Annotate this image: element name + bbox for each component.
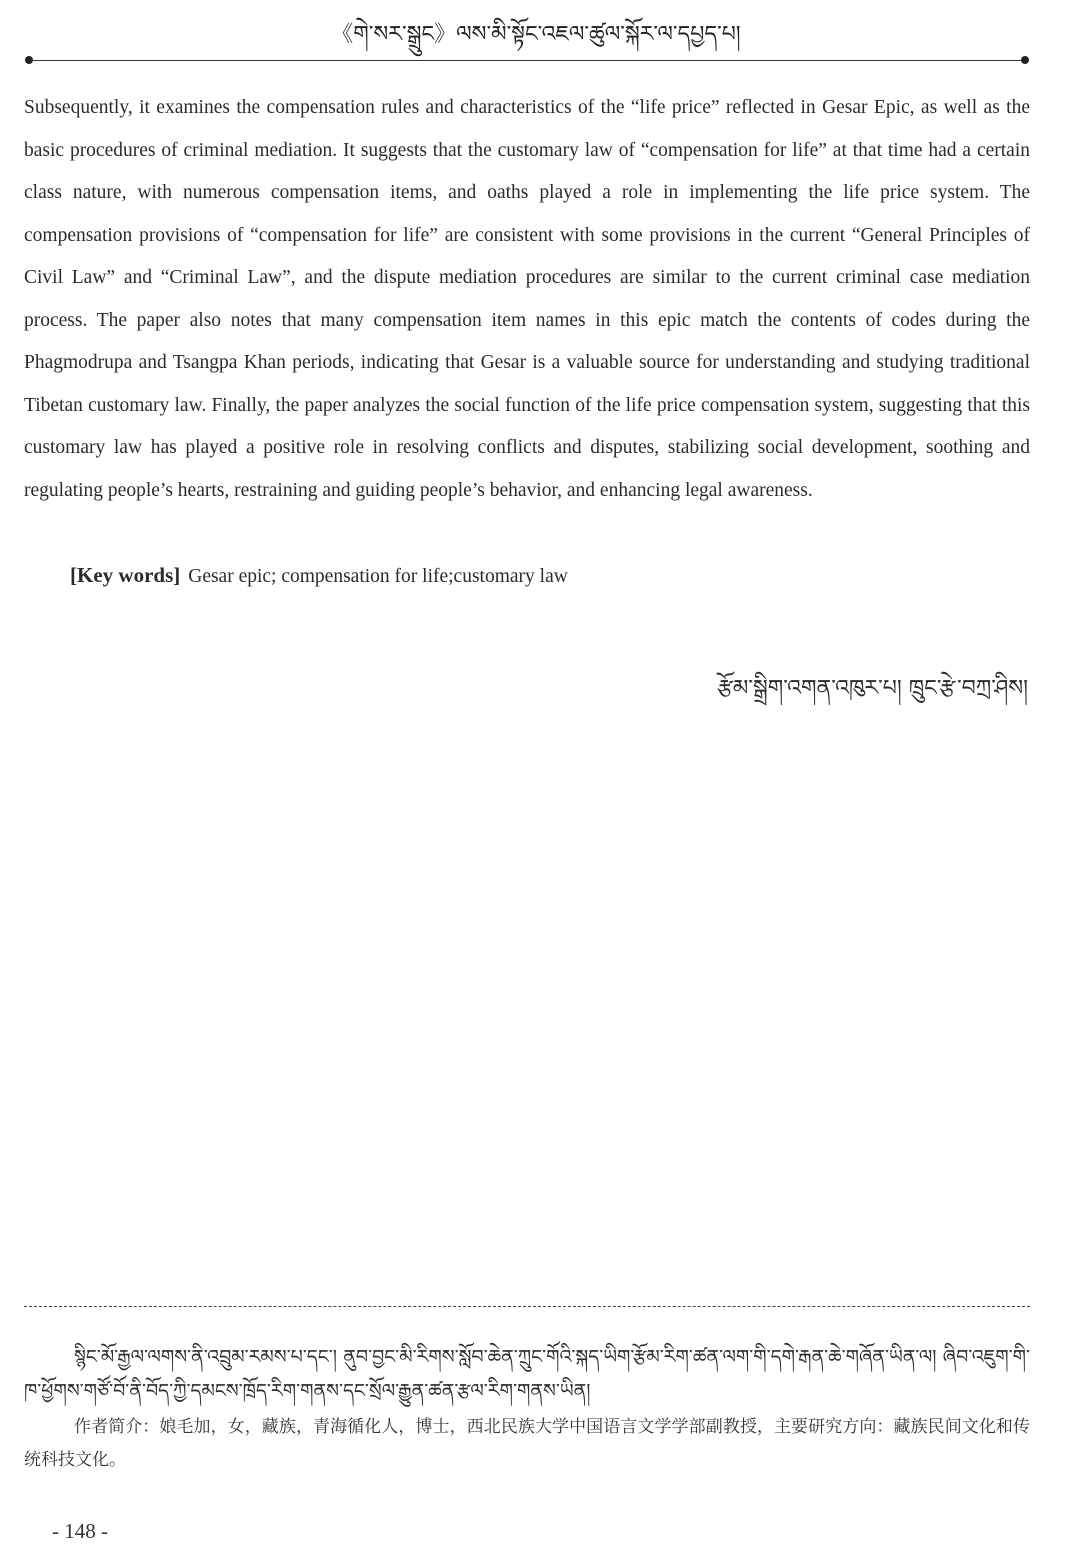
running-header: 《གེ་སར་སྒྲུང》ལས་མི་སྟོང་འཇལ་ཚུལ་སྐོར་ལ་དཔྱད་པ། [331, 22, 741, 47]
editor-credit: རྩོམ་སྒྲིག་འགན་འཁུར་པ། ཁྲུང་རྩེ་བཀྲ་ཤིས། [717, 676, 1028, 701]
page-number: - 148 - [52, 1519, 108, 1543]
keywords-value: Gesar epic; compensation for life;customary law [188, 566, 568, 587]
header-rule-right-dot [1021, 56, 1029, 64]
keywords-label: [Key words] [70, 563, 181, 587]
author-bio-chinese: 作者简介：娘毛加，女，藏族，青海循化人，博士，西北民族大学中国语言文学学部副教授，主要研究方向：藏族民间文化和传统科技文化。 [24, 1417, 1030, 1470]
footnote-separator [24, 1306, 1030, 1307]
abstract-paragraph: Subsequently, it examines the compensation rules and characteristics of the “life price” reflected in Gesar Epic, as well as the basic procedures of criminal mediation. It suggests that the customary law of “compensation for life” at that time had a certain class nature, with numerous compensation items, and oaths played a role in implementing the life price system. The compensation provisions of “compensation for life” are consistent with some provisions in the current “General Principles of Civil Law” and “Criminal Law”, and the dispute mediation procedures are similar to the current criminal case mediation process. The paper also notes that many compensation item names in this epic match the contents of codes during the Phagmodrupa and Tsangpa Khan periods, indicating that Gesar is a valuable source for understanding and studying traditional Tibetan customary law. Finally, the paper analyzes the social function of the life price compensation system, suggesting that this customary law has played a positive role in resolving conflicts and disputes, stabilizing social development, soothing and regulating people’s hearts, restraining and guiding people’s behavior, and enhancing legal awareness. [24, 97, 1030, 501]
header-rule [29, 60, 1025, 61]
keywords-line [70, 558, 568, 594]
author-bio-tibetan: སྙིང་མོ་རྒྱལ་ལགས་ནི་འབྲུམ་རམས་པ་དང་། ནུབ་བྱང་མི་རིགས་སློབ་ཆེན་ཀྲུང་གོའི་སྐད་ཡིག་རྩོམ་རིག་ཚན་ལག་གི་དགེ་རྒན་ཆེ་གཞོན་ཡིན་ལ། ཞིབ་འཇུག་གི་ཁ་ཕྱོགས་གཙོ་བོ་ནི་བོད་ཀྱི་དམངས་ཁྲོད་རིག་གནས་དང་སྲོལ་རྒྱུན་ཚན་རྩལ་རིག་གནས་ཡིན། [24, 1346, 1030, 1402]
